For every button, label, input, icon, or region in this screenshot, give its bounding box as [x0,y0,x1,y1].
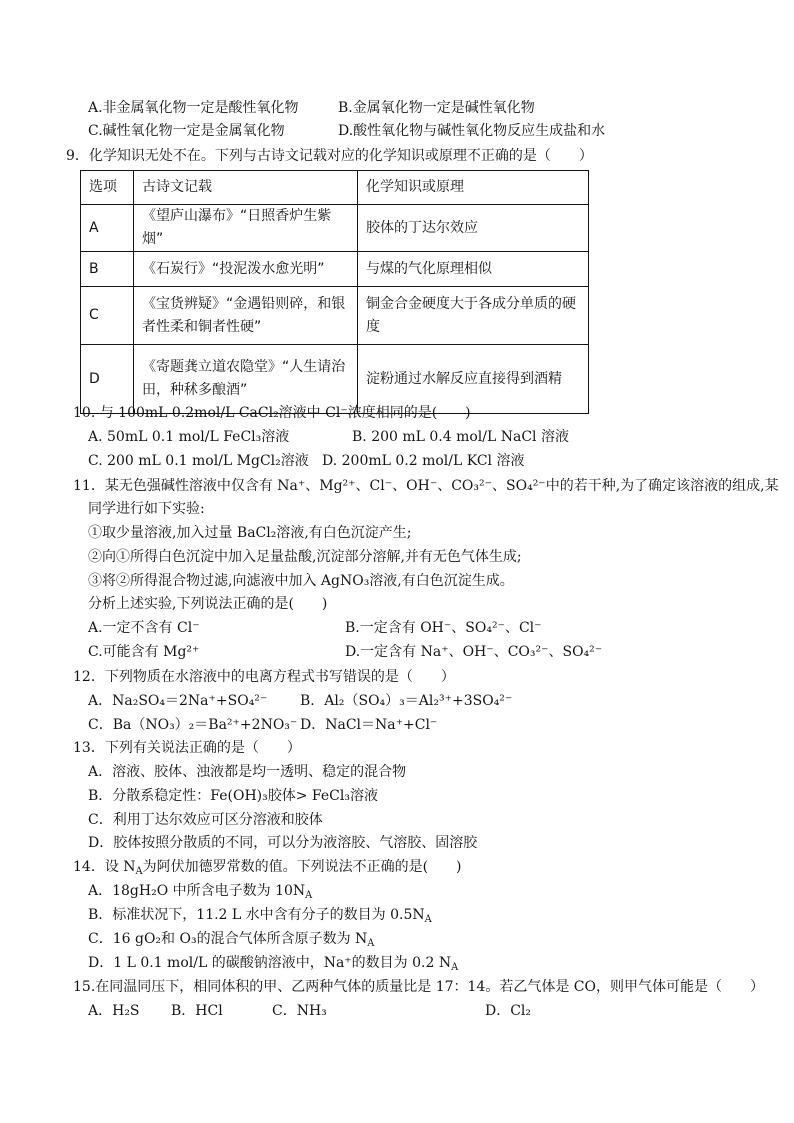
table-cell-poem: 《寄题龚立道农隐堂》“人生请治田，种秫多酿酒” [134,345,358,414]
q15-option-b: B．HCl [171,1003,223,1019]
option-text: A．18gH₂O 中所含电子数为 10N [88,883,306,899]
avogadro-subscript: A [424,913,432,925]
q15-option-c: C．NH₃ [272,1003,327,1019]
q13-option-d: D．胶体按照分散质的不同，可以分为液溶胶、气溶胶、固溶胶 [88,835,478,851]
q10-option-b: B. 200 mL 0.4 mol/L NaCl 溶液 [352,429,569,445]
prev-question-option-c: C.碱性氧化物一定是金属氧化物 [88,123,285,139]
table-header-principle: 化学知识或原理 [358,171,589,205]
q11-stem: 11．某无色强碱性溶液中仅含有 Na⁺、Mg²⁺、Cl⁻、OH⁻、CO₃²⁻、SO₄²⁻中的若干种,为了确定该溶液的组成,某 [73,478,779,494]
q11-step-2: ②向①所得白色沉淀中加入足量盐酸,沉淀部分溶解,并有无色气体生成; [88,549,522,565]
q11-option-d: D.一定含有 Na⁺、OH⁻、CO₃²⁻、SO₄²⁻ [345,644,603,660]
q14-stem-text-end: 为阿伏加德罗常数的值。下列说法不正确的是( ) [142,859,462,875]
avogadro-subscript: A [367,937,375,949]
table-header-poem: 古诗文记载 [134,171,358,205]
table-header-option: 选项 [81,171,134,205]
table-cell-principle: 铜金合金硬度大于各成分单质的硬度 [358,287,589,345]
q12-stem: 12．下列物质在水溶液中的电离方程式书写错误的是（ ） [73,669,455,685]
prev-question-option-a: A.非金属氧化物一定是酸性氧化物 [88,100,299,116]
prev-question-option-b: B.金属氧化物一定是碱性氧化物 [338,100,535,116]
q10-option-d: D. 200mL 0.2 mol/L KCl 溶液 [322,453,525,469]
q9-stem: 9．化学知识无处不在。下列与古诗文记载对应的化学知识或原理不正确的是（ ） [66,148,593,164]
q13-option-b: B．分散系稳定性：Fe(OH)₃胶体> FeCl₃溶液 [88,788,378,804]
q11-step-3: ③将②所得混合物过滤,向滤液中加入 AgNO₃溶液,有白色沉淀生成。 [88,573,514,589]
q11-option-c: C.可能含有 Mg²⁺ [88,644,200,660]
table-row [81,205,589,252]
table-cell-poem: 《望庐山瀑布》“日照香炉生紫烟” [134,205,358,252]
table-cell-option: B [81,252,134,287]
q12-option-a: A．Na₂SO₄＝2Na⁺+SO₄²⁻ [88,693,268,709]
q15-option-d: D．Cl₂ [485,1003,532,1019]
q11-option-a: A.一定不含有 Cl⁻ [88,620,200,636]
table-cell-principle: 胶体的丁达尔效应 [358,205,589,252]
q14-stem [73,858,462,876]
table-row [81,252,589,287]
q12-option-c: C．Ba（NO₃）₂＝Ba²⁺+2NO₃⁻ [88,717,298,733]
table-cell-principle: 与煤的气化原理相似 [358,252,589,287]
table-cell-option: A [81,205,134,252]
q12-option-b: B．Al₂（SO₄）₃＝Al₂³⁺+3SO₄²⁻ [300,693,513,709]
avogadro-subscript: A [135,865,143,877]
table-cell-poem: 《石炭行》“投泥泼水愈光明” [134,252,358,287]
table-cell-option: C [81,287,134,345]
q15-stem: 15.在同温同压下，相同体积的甲、乙两种气体的质量比是 17：14。若乙气体是 CO，则甲气体可能是（ ） [73,979,764,995]
q11-option-b: B.一定含有 OH⁻、SO₄²⁻、Cl⁻ [345,620,542,636]
table-header-row [81,171,589,205]
option-text: D．1 L 0.1 mol/L 的碳酸钠溶液中，Na⁺的数目为 0.2 N [88,955,452,971]
q9-table [80,170,589,414]
q11-step-1: ①取少量溶液,加入过量 BaCl₂溶液,有白色沉淀产生; [88,525,412,541]
q14-option-c [88,930,374,948]
q14-option-b [88,906,432,924]
q13-stem: 13．下列有关说法正确的是（ ） [73,740,301,756]
q10-option-c: C. 200 mL 0.1 mol/L MgCl₂溶液 [88,453,309,469]
q14-stem-text: 14．设 N [73,859,136,875]
q15-option-a: A．H₂S [88,1003,140,1019]
option-text: C．16 gO₂和 O₃的混合气体所含原子数为 N [88,931,368,947]
q13-option-a: A．溶液、胶体、浊液都是均一透明、稳定的混合物 [88,764,407,780]
avogadro-subscript: A [305,889,313,901]
prev-question-option-d: D.酸性氧化物与碱性氧化物反应生成盐和水 [338,123,606,139]
q11-prompt: 分析上述实验,下列说法正确的是( ) [88,596,328,612]
q14-option-a [88,882,312,900]
avogadro-subscript: A [451,961,459,973]
q14-option-d [88,954,458,972]
table-row [81,287,589,345]
table-cell-principle: 淀粉通过水解反应直接得到酒精 [358,345,589,414]
table-cell-option: D [81,345,134,414]
q13-option-c: C．利用丁达尔效应可区分溶液和胶体 [88,812,323,828]
option-text: B．标准状况下，11.2 L 水中含有分子的数目为 0.5N [88,907,425,923]
q10-option-a: A. 50mL 0.1 mol/L FeCl₃溶液 [88,429,290,445]
q10-stem: 10. 与 100mL 0.2mol/L CaCl₂溶液中 Cl⁻浓度相同的是( ) [73,405,471,421]
q11-stem-continued: 同学进行如下实验: [88,501,205,517]
table-cell-poem: 《宝货辨疑》“金遇铅则碎，和银者性柔和铜者性硬” [134,287,358,345]
table-body [81,171,589,414]
q12-option-d: D．NaCl＝Na⁺+Cl⁻ [300,717,438,733]
